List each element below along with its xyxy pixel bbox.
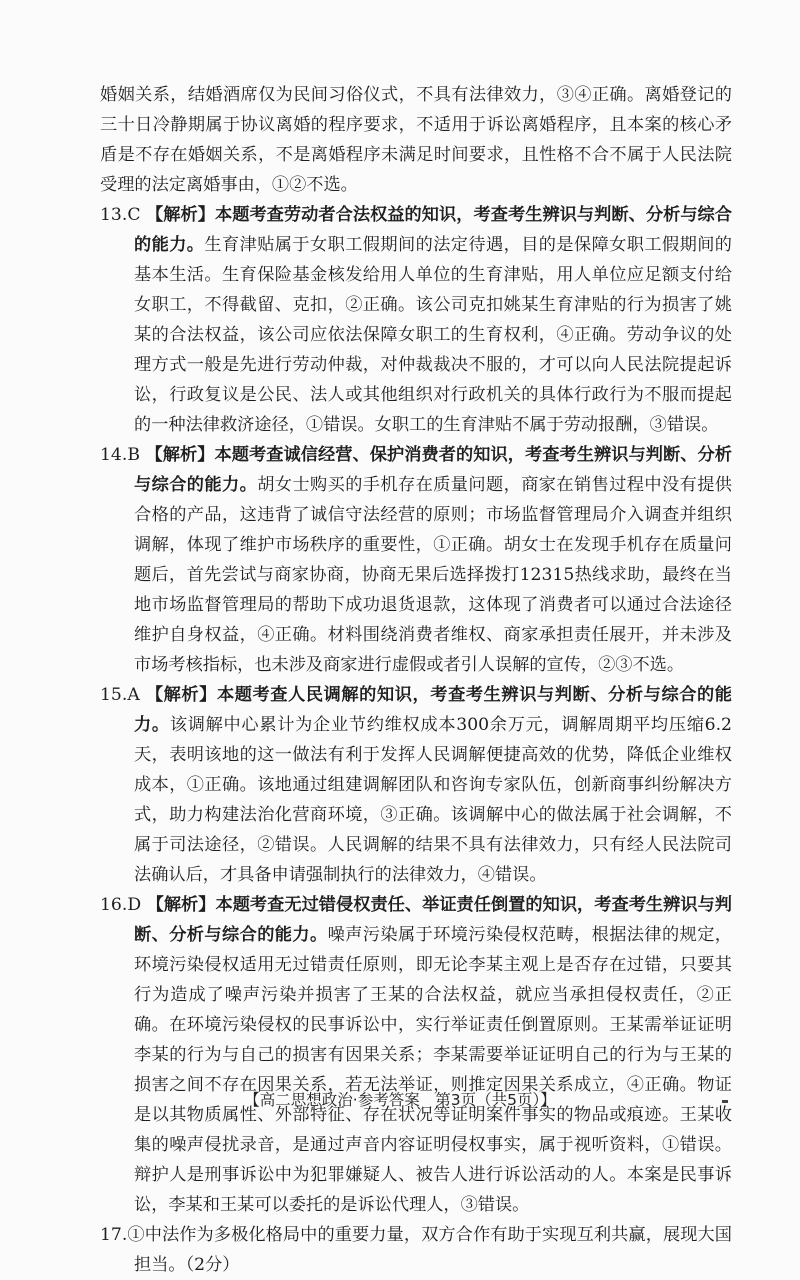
answer-item-17 [100, 1220, 732, 1280]
analysis-summary: 本题考查诚信经营、保护消费者的知识，考查考生辨识与判断、分析与综合的能力。 [134, 445, 732, 495]
answer-number: 13.C [100, 205, 141, 225]
answer-item-14 [100, 440, 732, 680]
page-footer: 【高二思想政治·参考答案 第3页（共5页）】 [244, 1091, 556, 1109]
analysis-summary: 本题考查无过错侵权责任、举证责任倒置的知识，考查考生辨识与判断、分析与综合的能力。 [134, 895, 732, 945]
answer-number: 14.B [100, 445, 140, 465]
analysis-body: 噪声污染属于环境污染侵权范畴，根据法律的规定，环境污染侵权适用无过错责任原则，即无论李某主观上是否存在过错，只要其行为造成了噪声污染并损害了王某的合法权益，就应当承担侵权责任，②正确。在环境污染侵权的民事诉讼中，实行举证责任倒置原则。王某需举证证明李某的行为与自己的损害有因果关系；李某需要举证证明自己的行为与王某的损害之间不存在因果关系，若无法举证，则推定因果关系成立，④正确。物证是以其物质属性、外部特征、存在状况等证明案件事实的物品或痕迹。王某收集的噪声侵扰录音，是通过声音内容证明侵权事实，属于视听资料，①错误。辩护人是刑事诉讼中为犯罪嫌疑人、被告人进行诉讼活动的人。本案是民事诉讼，李某和王某可以委托的是诉讼代理人，③错误。 [134, 925, 732, 1215]
analysis-tag: 【解析】 [145, 445, 215, 465]
continuation-paragraph: 婚姻关系，结婚酒席仅为民间习俗仪式，不具有法律效力，③④正确。离婚登记的三十日冷静期属于协议离婚的程序要求，不适用于诉讼离婚程序，且本案的核心矛盾是不存在婚姻关系，不是离婚程序未满足时间要求，且性格不合不属于人民法院受理的法定离婚事由，①②不选。 [100, 85, 732, 195]
answer-number: 15.A [100, 685, 140, 705]
analysis-summary: 本题考查人民调解的知识，考查考生辨识与判断、分析与综合的能力。 [134, 685, 732, 735]
analysis-body: 胡女士购买的手机存在质量问题，商家在销售过程中没有提供合格的产品，这违背了诚信守法经营的原则；市场监督管理局介入调查并组织调解，体现了维护市场秩序的重要性，①正确。胡女士在发现手机存在质量问题后，首先尝试与商家协商，协商无果后选择拨打12315热线求助，最终在当地市场监督管理局的帮助下成功退货退款，这体现了消费者可以通过合法途径维护自身权益，④正确。材料围绕消费者维权、商家承担责任展开，并未涉及市场考核指标，也未涉及商家进行虚假或者引人误解的宣传，②③不选。 [134, 475, 732, 675]
analysis-body: 该调解中心累计为企业节约维权成本300余万元，调解周期平均压缩6.2天，表明该地的这一做法有利于发挥人民调解便捷高效的优势，降低企业维权成本，①正确。该地通过组建调解团队和咨询专家队伍，创新商事纠纷解决方式，助力构建法治化营商环境，③正确。该调解中心的做法属于社会调解，不属于司法途径，②错误。人民调解的结果不具有法律效力，只有经人民法院司法确认后，才具备申请强制执行的法律效力，④错误。 [134, 715, 732, 885]
analysis-tag: 【解析】 [146, 205, 215, 225]
answer-number: 17. [100, 1225, 128, 1245]
answer-item-15 [100, 680, 732, 890]
answer-body: ①中法作为多极化格局中的重要力量，双方合作有助于实现互利共赢，展现大国担当。（2分） [127, 1225, 732, 1275]
corner-mark [722, 1100, 728, 1103]
analysis-summary: 本题考查劳动者合法权益的知识，考查考生辨识与判断、分析与综合的能力。 [134, 205, 732, 255]
answer-item-16 [100, 890, 732, 1220]
answer-number: 16.D [100, 895, 142, 915]
answer-item-13 [100, 200, 732, 440]
analysis-tag: 【解析】 [145, 685, 217, 705]
analysis-body: 生育津贴属于女职工假期间的法定待遇，目的是保障女职工假期间的基本生活。生育保险基金核发给用人单位的生育津贴，用人单位应足额支付给女职工，不得截留、克扣，②正确。该公司克扣姚某生育津贴的行为损害了姚某的合法权益，该公司应依法保障女职工的生育权利，④正确。劳动争议的处理方式一般是先进行劳动仲裁，对仲裁裁决不服的，才可以向人民法院提起诉讼，行政复议是公民、法人或其他组织对行政机关的具体行政行为不服而提起的一种法律救济途径，①错误。女职工的生育津贴不属于劳动报酬，③错误。 [134, 235, 732, 435]
analysis-tag: 【解析】 [146, 895, 216, 915]
